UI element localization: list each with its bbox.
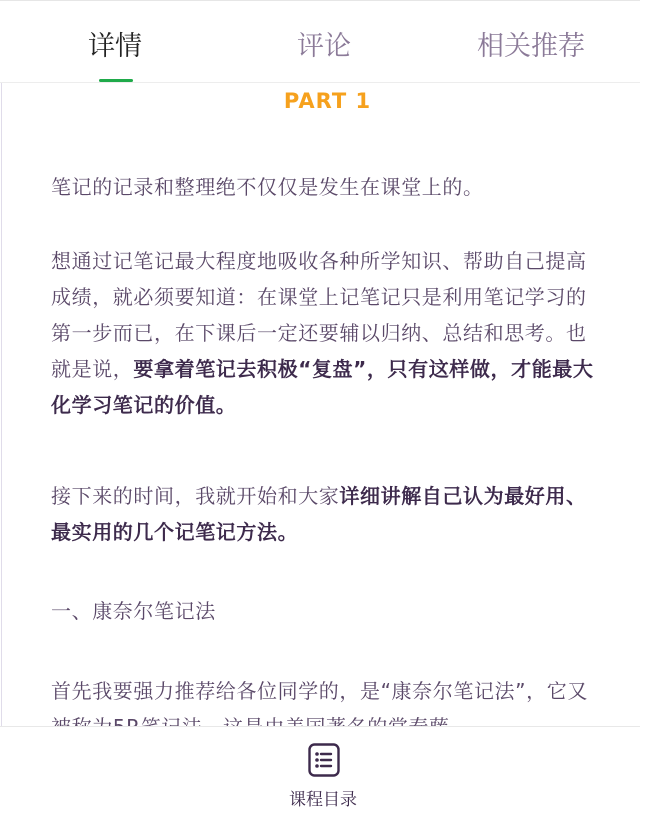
article-content [0, 83, 640, 726]
paragraph-5: 首先我要强力推荐给各位同学的，是“康奈尔笔记法”，它又 [51, 679, 588, 703]
method-heading: 一、康奈尔笔记法 [51, 599, 216, 623]
paragraph-3 [51, 478, 603, 550]
bottom-bar [0, 726, 640, 819]
paragraph-2-emphasis: 要拿着笔记去积极“复盘”，只有这样做，才能最大化学习笔记的价值。 [51, 357, 594, 417]
tab-details[interactable]: 详情 [88, 31, 142, 62]
paragraph-3-emphasis: 详细讲解自己认为最好用、最实用的几个记笔记方法。 [51, 484, 587, 544]
course-toc-label: 课程目录 [289, 790, 357, 810]
tab-related[interactable]: 相关推荐 [477, 31, 585, 62]
paragraph-2 [51, 243, 603, 423]
section-heading: PART 1 [283, 89, 372, 113]
tab-comments[interactable]: 评论 [297, 31, 351, 62]
active-tab-indicator [99, 79, 133, 82]
list-icon [308, 743, 340, 777]
paragraph-2-text: 想通过记笔记最大程度地吸收各种所学知识、帮助自己提高成绩，就必须要知道：在课堂上记笔记只是利用笔记学习的第一步而已，在下课后一定还要辅以归纳、总结和思考。也就是说， [51, 249, 587, 381]
top-tab-bar [0, 0, 640, 83]
content-left-border [1, 83, 2, 726]
course-toc-button[interactable] [278, 743, 368, 809]
paragraph-3-text: 接下来的时间，我就开始和大家 [51, 484, 340, 508]
paragraph-1: 笔记的记录和整理绝不仅仅是发生在课堂上的。 [51, 175, 484, 199]
